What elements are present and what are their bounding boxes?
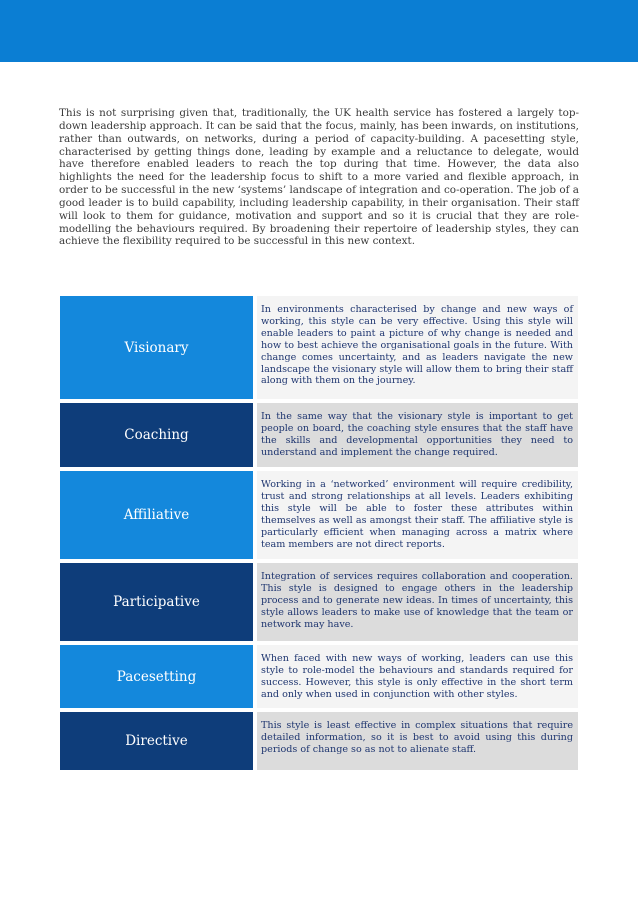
style-name: Directive xyxy=(60,712,253,770)
style-row-affiliative xyxy=(60,471,578,559)
leadership-styles-table xyxy=(60,296,578,774)
intro-paragraph: This is not surprising given that, traditionally, the UK health service has fostered a largely top-down leadership approach. It can be said that the focus, mainly, has been inwards, on institutions, rather than outwards, on networks, during a period of capacity-building. A pacesetting style, characterised by getting things done, leading by example and a reluctance to delegate, would have therefore enabled leaders to reach the top during that time. However, the data also highlights the need for the leadership focus to shift to a more varied and flexible approach, in order to be successful in the new ‘systems’ landscape of integration and co-operation. The job of a good leader is to build capability, including leadership capability, in their organisation. Their staff will look to them for guidance, motivation and support and so it is crucial that they are role-modelling the behaviours required. By broadening their repertoire of leadership styles, they can achieve the flexibility required to be successful in this new context. xyxy=(59,107,579,248)
style-name: Participative xyxy=(60,563,253,641)
style-description: In environments characterised by change and new ways of working, this style can be very effective. Using this style will enable leaders to paint a picture of why change is needed and how to best achieve the organisational goals in the future. With change comes uncertainty, and as leaders navigate the new landscape the visionary style will allow them to bring their staff along with them on the journey. xyxy=(257,296,578,399)
style-name: Affiliative xyxy=(60,471,253,559)
style-row-directive xyxy=(60,712,578,770)
style-description: When faced with new ways of working, leaders can use this style to role-model the behaviours and standards required for success. However, this style is only effective in the short term and only when used in conjunction with other styles. xyxy=(257,645,578,708)
style-row-pacesetting xyxy=(60,645,578,708)
style-description: This style is least effective in complex situations that require detailed information, so it is best to avoid using this during periods of change so as not to alienate staff. xyxy=(257,712,578,770)
style-row-participative xyxy=(60,563,578,641)
style-description: In the same way that the visionary style is important to get people on board, the coaching style ensures that the staff have the skills and developmental opportunities they need to understand and implement the change required. xyxy=(257,403,578,467)
style-row-visionary xyxy=(60,296,578,399)
style-description: Integration of services requires collaboration and cooperation. This style is designed to engage others in the leadership process and to generate new ideas. In times of uncertainty, this style allows leaders to make use of knowledge that the team or network may have. xyxy=(257,563,578,641)
style-name: Coaching xyxy=(60,403,253,467)
style-row-coaching xyxy=(60,403,578,467)
style-description: Working in a ‘networked’ environment will require credibility, trust and strong relationships at all levels. Leaders exhibiting this style will be able to foster these attributes within themselves as well as amongst their staff. The affiliative style is particularly efficient when managing across a matrix where team members are not direct reports. xyxy=(257,471,578,559)
style-name: Pacesetting xyxy=(60,645,253,708)
style-name: Visionary xyxy=(60,296,253,399)
header-banner xyxy=(0,0,638,62)
